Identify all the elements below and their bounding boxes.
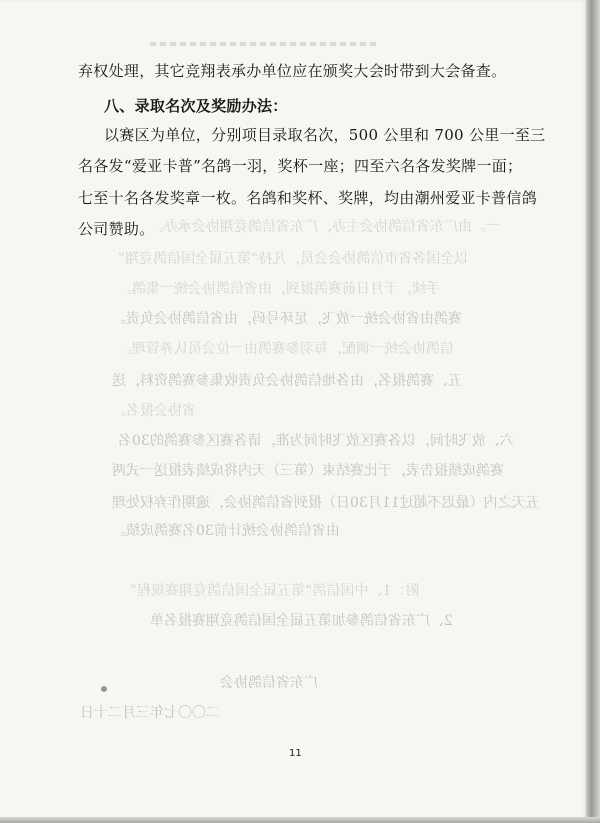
bleed-through-text: 二〇〇七年三月二十日 (80, 705, 220, 721)
continuation-line: 弃权处理，其它竞翔表承办单位应在颁奖大会时带到大会备查。 (78, 62, 507, 80)
bleed-through-text: 五、赛鸽报名，由各地信鸽协会负责收集参赛鸽资料，送 (112, 373, 462, 389)
bleed-through-text: 赛鸽由省协会统一放飞，足环号码，由省信鸽协会负责。 (112, 311, 462, 327)
bleed-through-text: 省协会报名。 (112, 403, 196, 419)
bleed-through-text: 五天之内（最迟不超过11月30日）报到省信鸽协会，逾期作弃权处理 (112, 495, 540, 511)
paragraph-line: 名各发“爱亚卡普”名鸽一羽，奖杯一座；四至六名各发奖牌一面； (78, 157, 523, 175)
section-heading: 八、录取名次及奖励办法： (104, 97, 288, 115)
bleed-through-text: 以全国各省市信鸽协会会员，凡持“第五届全国信鸽竞翔” (118, 251, 469, 267)
bleed-through-text: 六、放飞时间，以各赛区放飞时间为准，请各赛区参赛鸽的30名 (118, 433, 514, 449)
bleed-through-text: 赛鸽成绩报告表，于比赛结束（第三）天内将成绩表报送一式两 (112, 463, 504, 479)
page-number: 11 (289, 748, 302, 759)
bleed-through-text: 由省信鸽协会统计前30名赛鸽成绩。 (112, 523, 340, 539)
bleed-through-text: 附：1、中国信鸽“第五届全国信鸽竞翔赛规程” (130, 583, 420, 599)
paragraph-line: 以赛区为单位，分别项目录取名次，500 公里和 700 公里一至三 (104, 126, 546, 144)
scan-artifact (150, 42, 380, 46)
paragraph-line: 公司赞助。 (78, 220, 155, 238)
page-edge (586, 0, 600, 823)
bleed-through-text: 广东省信鸽协会 (220, 675, 318, 691)
bleed-through-text: 手续，于月日前赛鸽报到，由省信鸽协会统一集鸽。 (118, 281, 440, 297)
bleed-through-text: 信鸽协会统一调配，每羽参赛鸽由一位会员认养管理。 (118, 341, 454, 357)
page-edge (0, 817, 600, 823)
bleed-through-text: 2、广东省信鸽参加第五届全国信鸽竞翔赛报名单 (150, 613, 453, 629)
paragraph-line: 七至十名各发奖章一枚。名鸽和奖杯、奖牌，均由潮州爱亚卡普信鸽 (78, 189, 538, 207)
seal-mark (101, 686, 107, 692)
bleed-through-text: 一。由广东省信鸽协会主办，广东省信鸽竞翔协会承办。 (150, 219, 500, 235)
